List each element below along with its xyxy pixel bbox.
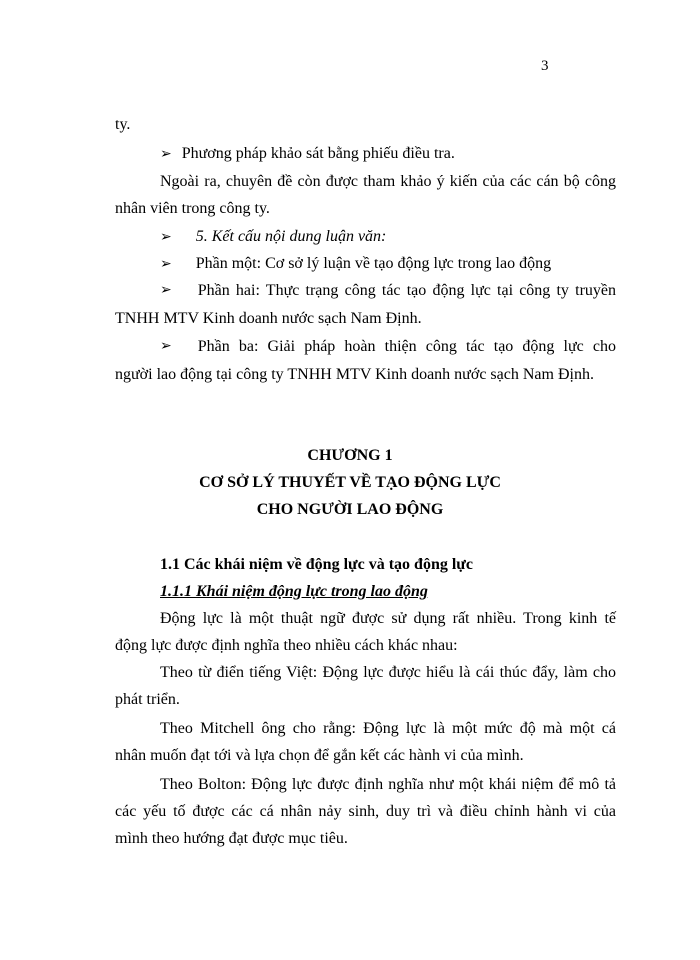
bullet-text: Phương pháp khảo sát bằng phiếu điều tra.: [181, 145, 455, 162]
arrow-bullet-icon: ➢: [160, 147, 172, 162]
bullet-item: [160, 254, 551, 275]
body-line: động lực được định nghĩa theo nhiều cách khác nhau:: [115, 637, 458, 654]
body-line: Theo từ điển tiếng Việt: Động lực được hiểu là cái thúc đẩy, làm cho: [160, 664, 616, 681]
section-heading: 1.1 Các khái niệm về động lực và tạo động lực: [160, 556, 473, 573]
text-line: nhân viên trong công ty.: [115, 200, 270, 217]
text-line: người lao động tại công ty TNHH MTV Kinh doanh nước sạch Nam Định.: [115, 366, 594, 383]
bullet-text: 5. Kết cấu nội dung luận văn:: [195, 228, 387, 245]
text-line: Ngoài ra, chuyên đề còn được tham khảo ý kiến của các cán bộ công: [160, 173, 616, 190]
chapter-title: CHO NGƯỜI LAO ĐỘNG: [256, 501, 444, 518]
body-line: Động lực là một thuật ngữ được sử dụng rất nhiều. Trong kinh tế: [160, 610, 616, 627]
body-line: mình theo hướng đạt được mục tiêu.: [115, 830, 348, 847]
arrow-bullet-icon: ➢: [160, 339, 172, 354]
body-line: nhân muốn đạt tới và lựa chọn để gắn kết các hành vi của mình.: [115, 747, 524, 764]
bullet-item: [160, 227, 386, 248]
body-line: Theo Bolton: Động lực được định nghĩa như một khái niệm để mô tả: [160, 776, 616, 793]
page-number: 3: [541, 58, 549, 74]
subsection-heading: 1.1.1 Khái niệm động lực trong lao động: [160, 583, 428, 600]
bullet-item: [160, 144, 455, 165]
bullet-text: Phần hai: Thực trạng công tác tạo động lực tại công ty truyền: [197, 282, 616, 299]
bullet-text: Phần ba: Giải pháp hoàn thiện công tác tạo động lực cho: [197, 338, 616, 355]
chapter-number: CHƯƠNG 1: [307, 447, 393, 464]
text-line: ty.: [115, 116, 131, 133]
body-line: Theo Mitchell ông cho rằng: Động lực là một mức độ mà một cá: [160, 720, 616, 737]
arrow-bullet-icon: ➢: [160, 230, 172, 245]
bullet-item: [160, 337, 616, 357]
text-line: TNHH MTV Kinh doanh nước sạch Nam Định.: [115, 310, 422, 327]
arrow-bullet-icon: ➢: [160, 283, 172, 298]
bullet-item: [160, 281, 616, 301]
body-line: các yếu tố được các cá nhân nảy sinh, duy trì và điều chỉnh hành vi của: [115, 803, 616, 820]
body-line: phát triển.: [115, 691, 180, 708]
bullet-text: Phần một: Cơ sở lý luận về tạo động lực trong lao động: [195, 255, 552, 272]
chapter-title: CƠ SỞ LÝ THUYẾT VỀ TẠO ĐỘNG LỰC: [199, 474, 501, 491]
arrow-bullet-icon: ➢: [160, 257, 172, 272]
